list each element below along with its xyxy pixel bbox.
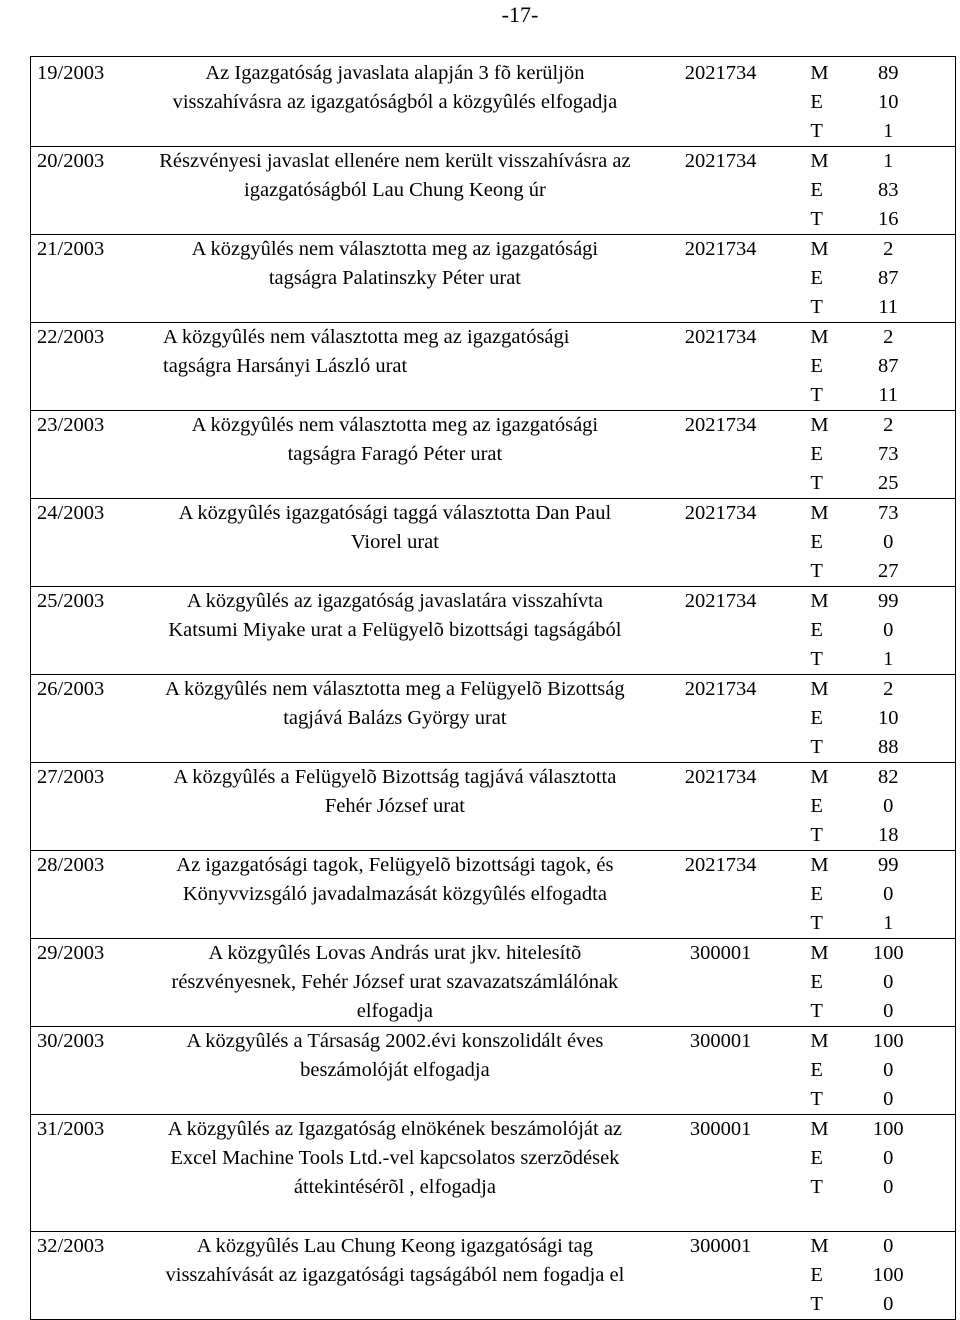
vote-labels (810, 411, 841, 499)
vote-count-e: 10 (877, 91, 899, 113)
table-row (31, 675, 956, 763)
vote-count-t: 1 (883, 120, 894, 142)
page-number: -17- (501, 2, 539, 27)
vote-count-m: 100 (872, 1030, 904, 1052)
resolution-id: 30/2003 (31, 1027, 160, 1115)
vote-count-e: 0 (883, 1147, 894, 1169)
vote-label-m: M (810, 1030, 829, 1052)
vote-count-m: 82 (877, 766, 899, 788)
vote-label-m: M (810, 238, 829, 260)
vote-count-t: 0 (883, 1176, 894, 1198)
vote-label-e: E (810, 179, 823, 201)
vote-counts (841, 763, 955, 851)
vote-label-m: M (810, 502, 829, 524)
resolution-id: 27/2003 (31, 763, 160, 851)
vote-label-e: E (810, 1147, 823, 1169)
resolution-id: 20/2003 (31, 147, 160, 235)
vote-label-e: E (810, 91, 823, 113)
vote-label-t: T (810, 1293, 823, 1315)
vote-labels (810, 235, 841, 323)
vote-labels (810, 675, 841, 763)
vote-labels (810, 57, 841, 147)
vote-count-m: 0 (883, 1235, 894, 1257)
vote-count-t: 0 (883, 1000, 894, 1022)
vote-counts (841, 851, 955, 939)
vote-label-t: T (810, 208, 823, 230)
vote-label-e: E (810, 707, 823, 729)
vote-counts (841, 235, 955, 323)
vote-count-m: 73 (877, 502, 899, 524)
vote-count-t: 0 (883, 1088, 894, 1110)
table-row (31, 411, 956, 499)
vote-count-e: 0 (883, 531, 894, 553)
vote-label-m: M (810, 854, 829, 876)
vote-labels (810, 499, 841, 587)
resolutions-table (30, 56, 956, 1320)
share-count: 2021734 (631, 57, 811, 147)
share-count: 2021734 (631, 499, 811, 587)
table-row (31, 147, 956, 235)
vote-count-m: 89 (877, 62, 899, 84)
vote-count-e: 87 (877, 267, 899, 289)
vote-count-t: 11 (878, 296, 899, 318)
resolution-text: A közgyûlés az igazgatóság javaslatára visszahívta Katsumi Miyake urat a Felügyelõ bizottsági tagságából (159, 587, 631, 675)
vote-label-m: M (810, 414, 829, 436)
resolution-text: A közgyûlés a Felügyelõ Bizottság tagjává választotta Fehér József urat (159, 763, 631, 851)
vote-label-e: E (810, 443, 823, 465)
vote-count-t: 0 (883, 1293, 894, 1315)
vote-count-t: 1 (883, 912, 894, 934)
vote-labels (810, 939, 841, 1027)
share-count: 300001 (631, 1115, 811, 1232)
vote-count-m: 99 (877, 854, 899, 876)
vote-label-t: T (810, 912, 823, 934)
vote-counts (841, 675, 955, 763)
vote-labels (810, 1232, 841, 1320)
resolution-id: 25/2003 (31, 587, 160, 675)
share-count: 2021734 (631, 411, 811, 499)
share-count: 300001 (631, 1232, 811, 1320)
vote-label-t: T (810, 472, 823, 494)
resolution-id: 19/2003 (31, 57, 160, 147)
resolution-text: A közgyûlés nem választotta meg az igazgatósági tagságra Faragó Péter urat (159, 411, 631, 499)
vote-label-t: T (810, 560, 823, 582)
vote-label-e: E (810, 1059, 823, 1081)
vote-label-m: M (810, 150, 829, 172)
vote-count-e: 0 (883, 883, 894, 905)
vote-count-t: 1 (883, 648, 894, 670)
vote-label-m: M (810, 590, 829, 612)
resolution-id: 21/2003 (31, 235, 160, 323)
vote-count-e: 0 (883, 1059, 894, 1081)
resolution-text: A közgyûlés nem választotta meg az igazgatósági tagságra Harsányi László urat (159, 323, 631, 411)
vote-label-m: M (810, 1235, 829, 1257)
vote-label-t: T (810, 1176, 823, 1198)
share-count: 2021734 (631, 851, 811, 939)
vote-label-t: T (810, 648, 823, 670)
table-row (31, 323, 956, 411)
resolution-text: A közgyûlés az Igazgatóság elnökének beszámolóját az Excel Machine Tools Ltd.-vel kapcsolatos szerzõdések áttekintésérõl , elfogadja (159, 1115, 631, 1232)
vote-counts (841, 499, 955, 587)
resolution-id: 31/2003 (31, 1115, 160, 1232)
table-row (31, 1232, 956, 1320)
vote-label-e: E (810, 971, 823, 993)
vote-label-e: E (810, 267, 823, 289)
vote-count-m: 2 (883, 326, 894, 348)
table-row (31, 57, 956, 147)
vote-labels (810, 147, 841, 235)
resolution-text: A közgyûlés a Társaság 2002.évi konszolidált éves beszámolóját elfogadja (159, 1027, 631, 1115)
resolution-text: Részvényesi javaslat ellenére nem került visszahívásra az igazgatóságból Lau Chung Keong úr (159, 147, 631, 235)
resolution-text: A közgyûlés nem választotta meg az igazgatósági tagságra Palatinszky Péter urat (159, 235, 631, 323)
vote-labels (810, 851, 841, 939)
vote-label-m: M (810, 942, 829, 964)
share-count: 2021734 (631, 587, 811, 675)
resolution-id: 26/2003 (31, 675, 160, 763)
vote-count-t: 25 (877, 472, 899, 494)
vote-labels (810, 763, 841, 851)
vote-counts (841, 1232, 955, 1320)
vote-counts (841, 147, 955, 235)
share-count: 2021734 (631, 235, 811, 323)
resolution-id: 23/2003 (31, 411, 160, 499)
vote-count-m: 100 (872, 942, 904, 964)
vote-label-e: E (810, 1264, 823, 1286)
vote-count-e: 83 (877, 179, 899, 201)
vote-label-t: T (810, 384, 823, 406)
resolution-text: A közgyûlés Lau Chung Keong igazgatósági tag visszahívását az igazgatósági tagságából nem fogadja el (159, 1232, 631, 1320)
vote-count-m: 1 (883, 150, 894, 172)
vote-count-m: 2 (883, 238, 894, 260)
vote-counts (841, 323, 955, 411)
vote-count-e: 10 (877, 707, 899, 729)
share-count: 2021734 (631, 675, 811, 763)
vote-labels (810, 1115, 841, 1232)
vote-count-t: 18 (877, 824, 899, 846)
table-row (31, 499, 956, 587)
share-count: 2021734 (631, 763, 811, 851)
resolution-text: A közgyûlés Lovas András urat jkv. hitelesítõ részvényesnek, Fehér József urat szavazatszámlálónak elfogadja (159, 939, 631, 1027)
vote-label-m: M (810, 62, 829, 84)
vote-labels (810, 1027, 841, 1115)
vote-label-t: T (810, 736, 823, 758)
vote-counts (841, 1027, 955, 1115)
table-row (31, 939, 956, 1027)
vote-label-t: T (810, 120, 823, 142)
resolution-id: 28/2003 (31, 851, 160, 939)
vote-counts (841, 57, 955, 147)
vote-count-e: 100 (872, 1264, 904, 1286)
vote-label-t: T (810, 1088, 823, 1110)
resolution-text: A közgyûlés nem választotta meg a Felügyelõ Bizottság tagjává Balázs György urat (159, 675, 631, 763)
resolution-id: 24/2003 (31, 499, 160, 587)
table-row (31, 763, 956, 851)
share-count: 2021734 (631, 323, 811, 411)
table-row (31, 1027, 956, 1115)
vote-label-e: E (810, 355, 823, 377)
vote-count-m: 100 (872, 1118, 904, 1140)
vote-label-t: T (810, 824, 823, 846)
vote-count-e: 73 (877, 443, 899, 465)
table-row (31, 1115, 956, 1232)
resolution-text: Az Igazgatóság javaslata alapján 3 fõ kerüljön visszahívásra az igazgatóságból a közgyûlés elfogadja (159, 57, 631, 147)
vote-label-m: M (810, 678, 829, 700)
vote-count-e: 87 (877, 355, 899, 377)
table-row (31, 851, 956, 939)
vote-label-e: E (810, 619, 823, 641)
vote-label-t: T (810, 1000, 823, 1022)
vote-label-m: M (810, 766, 829, 788)
vote-label-t: T (810, 296, 823, 318)
vote-count-m: 99 (877, 590, 899, 612)
vote-count-e: 0 (883, 619, 894, 641)
vote-counts (841, 1115, 955, 1232)
vote-labels (810, 323, 841, 411)
share-count: 300001 (631, 1027, 811, 1115)
vote-count-t: 11 (878, 384, 899, 406)
vote-count-m: 2 (883, 678, 894, 700)
resolution-text: A közgyûlés igazgatósági taggá választotta Dan Paul Viorel urat (159, 499, 631, 587)
vote-counts (841, 411, 955, 499)
resolution-id: 22/2003 (31, 323, 160, 411)
vote-label-m: M (810, 326, 829, 348)
vote-count-t: 88 (877, 736, 899, 758)
vote-counts (841, 587, 955, 675)
vote-count-e: 0 (883, 971, 894, 993)
vote-label-e: E (810, 883, 823, 905)
share-count: 300001 (631, 939, 811, 1027)
resolution-id: 32/2003 (31, 1232, 160, 1320)
vote-counts (841, 939, 955, 1027)
vote-label-e: E (810, 531, 823, 553)
vote-count-t: 27 (877, 560, 899, 582)
vote-label-m: M (810, 1118, 829, 1140)
vote-count-t: 16 (877, 208, 899, 230)
resolution-id: 29/2003 (31, 939, 160, 1027)
table-row (31, 235, 956, 323)
vote-count-e: 0 (883, 795, 894, 817)
share-count: 2021734 (631, 147, 811, 235)
vote-labels (810, 587, 841, 675)
table-row (31, 587, 956, 675)
vote-count-m: 2 (883, 414, 894, 436)
vote-label-e: E (810, 795, 823, 817)
resolution-text: Az igazgatósági tagok, Felügyelõ bizottsági tagok, és Könyvvizsgáló javadalmazását közgyûlés elfogadta (159, 851, 631, 939)
